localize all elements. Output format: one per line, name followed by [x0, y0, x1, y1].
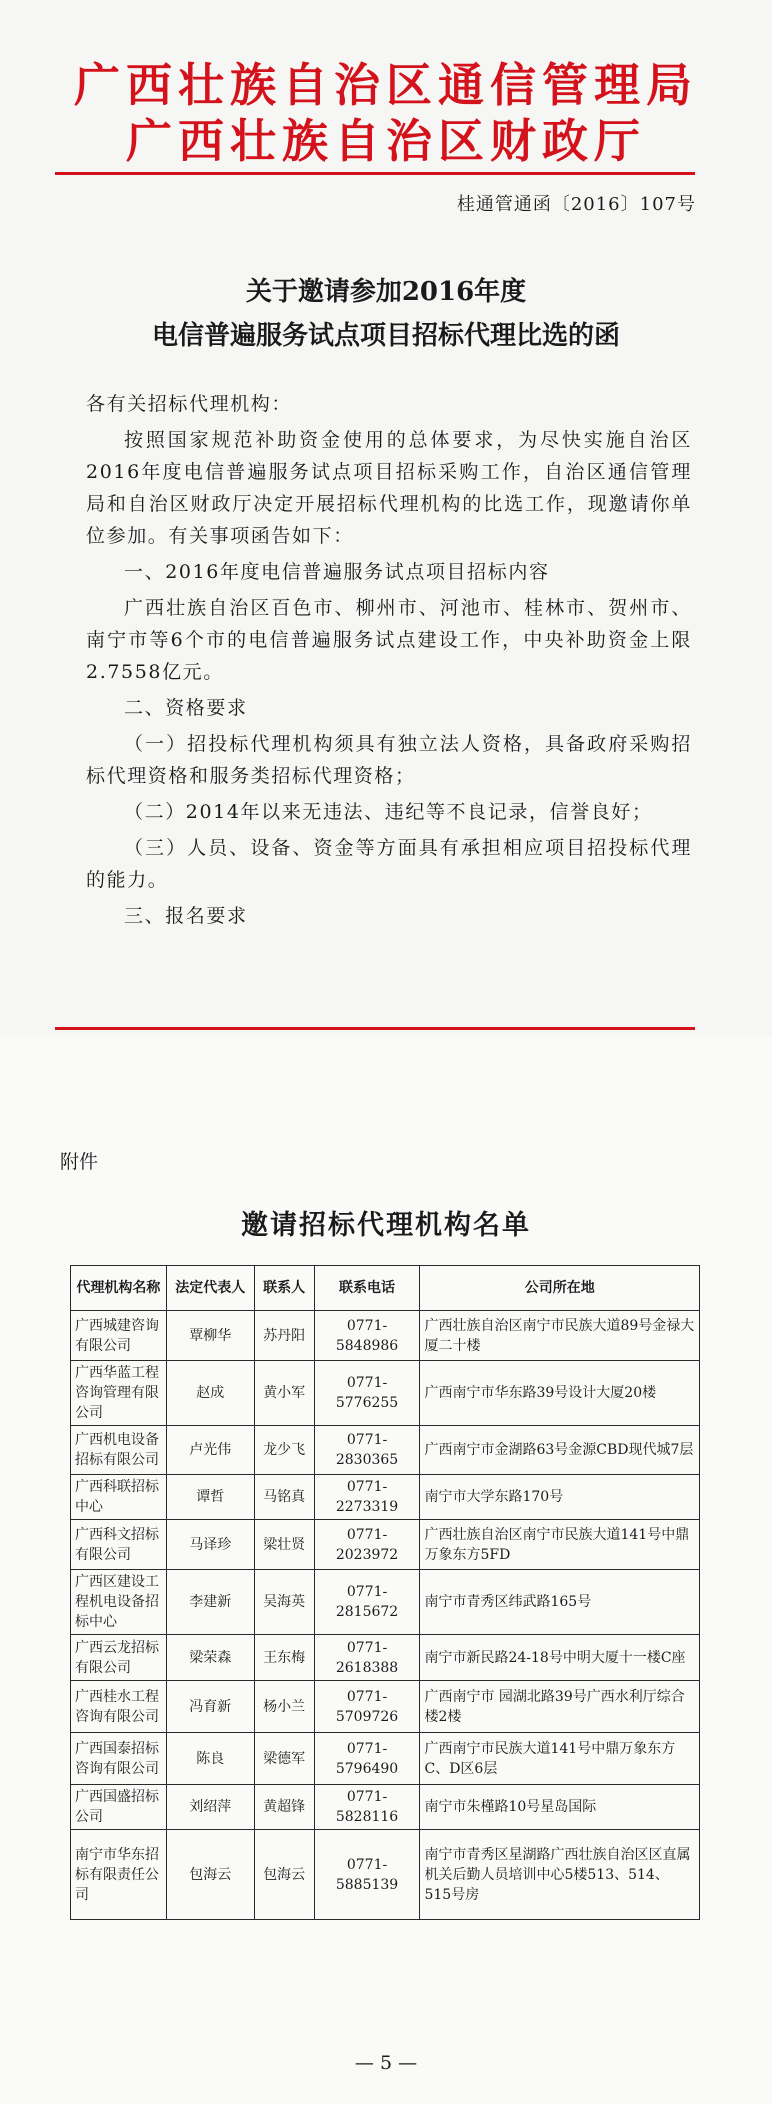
salutation: 各有关招标代理机构：: [86, 393, 293, 415]
cell-address: 广西南宁市民族大道141号中鼎万象东方C、D区6层: [420, 1733, 700, 1785]
cell-agency-name: 广西区建设工程机电设备招标中心: [71, 1570, 167, 1635]
cell-contact-person: 梁德军: [254, 1733, 314, 1785]
cell-phone: 0771-5848986: [314, 1311, 420, 1361]
cell-phone: 0771-5885139: [314, 1830, 420, 1920]
cell-address: 广西壮族自治区南宁市民族大道89号金禄大厦二十楼: [420, 1311, 700, 1361]
table-row: [71, 1570, 700, 1635]
table-row: [71, 1733, 700, 1785]
cell-legal-rep: 赵成: [166, 1361, 254, 1426]
cell-contact-person: 黄超锋: [254, 1785, 314, 1830]
table-row: [71, 1520, 700, 1570]
paragraph-intro: 按照国家规范补助资金使用的总体要求，为尽快实施自治区2016年度电信普遍服务试点项目招标采购工作，自治区通信管理局和自治区财政厅决定开展招标代理机构的比选工作，现邀请你单位参加。有关事项函告如下：: [86, 429, 692, 547]
table-row: [71, 1475, 700, 1520]
cell-address: 广西南宁市金湖路63号金源CBD现代城7层: [420, 1426, 700, 1475]
letterhead-org-1: 广西壮族自治区通信管理局: [74, 58, 698, 112]
letterhead-red-rule: [55, 172, 695, 175]
requirement-3: （三）人员、设备、资金等方面具有承担相应项目招投标代理的能力。: [86, 837, 692, 891]
cell-contact-person: 黄小军: [254, 1361, 314, 1426]
cell-legal-rep: 覃柳华: [166, 1311, 254, 1361]
cell-address: 南宁市大学东路170号: [420, 1475, 700, 1520]
cell-legal-rep: 包海云: [166, 1830, 254, 1920]
cell-contact-person: 杨小兰: [254, 1681, 314, 1733]
cell-contact-person: 梁壮贤: [254, 1520, 314, 1570]
header-address: 公司所在地: [420, 1266, 700, 1311]
cell-contact-person: 王东梅: [254, 1635, 314, 1681]
agency-table: [70, 1265, 700, 1920]
letter-title-line-1: 关于邀请参加2016年度: [245, 277, 527, 307]
cell-phone: 0771-5709726: [314, 1681, 420, 1733]
cell-phone: 0771-2830365: [314, 1426, 420, 1475]
letterhead-org-2: 广西壮族自治区财政厅: [126, 114, 646, 168]
document-number: 桂通管通函〔2016〕107号: [456, 194, 696, 215]
cell-phone: 0771-2273319: [314, 1475, 420, 1520]
cell-phone: 0771-5776255: [314, 1361, 420, 1426]
cell-phone: 0771-5796490: [314, 1733, 420, 1785]
header-phone: 联系电话: [314, 1266, 420, 1311]
cell-address: 广西壮族自治区南宁市民族大道141号中鼎万象东方5FD: [420, 1520, 700, 1570]
letter-title-line-2: 电信普遍服务试点项目招标代理比选的函: [151, 321, 620, 351]
cell-address: 南宁市青秀区星湖路广西壮族自治区区直属机关后勤人员培训中心5楼513、514、515号房: [420, 1830, 700, 1920]
requirement-1: （一）招投标代理机构须具有独立法人资格，具备政府采购招标代理资格和服务类招标代理资格；: [86, 733, 692, 787]
cell-agency-name: 广西桂水工程咨询有限公司: [71, 1681, 167, 1733]
section-heading-2: 二、资格要求: [124, 697, 248, 719]
cell-contact-person: 龙少飞: [254, 1426, 314, 1475]
cell-agency-name: 广西华蓝工程咨询管理有限公司: [71, 1361, 167, 1426]
table-row: [71, 1830, 700, 1920]
cell-agency-name: 广西科文招标有限公司: [71, 1520, 167, 1570]
table-row: [71, 1681, 700, 1733]
table-row: [71, 1426, 700, 1475]
cell-contact-person: 马铭真: [254, 1475, 314, 1520]
agency-table-body: [71, 1311, 700, 1920]
cell-phone: 0771-2023972: [314, 1520, 420, 1570]
cell-phone: 0771-2815672: [314, 1570, 420, 1635]
header-contact: 联系人: [254, 1266, 314, 1311]
table-row: [71, 1311, 700, 1361]
page-number: — 5 —: [354, 2052, 418, 2074]
cell-agency-name: 广西城建咨询有限公司: [71, 1311, 167, 1361]
cell-phone: 0771-2618388: [314, 1635, 420, 1681]
cell-legal-rep: 卢光伟: [166, 1426, 254, 1475]
cell-legal-rep: 陈良: [166, 1733, 254, 1785]
cell-legal-rep: 刘绍萍: [166, 1785, 254, 1830]
table-row: [71, 1785, 700, 1830]
cell-agency-name: 广西国泰招标咨询有限公司: [71, 1733, 167, 1785]
header-legal-rep: 法定代表人: [166, 1266, 254, 1311]
annex-title: 邀请招标代理机构名单: [241, 1210, 531, 1241]
cell-address: 南宁市青秀区纬武路165号: [420, 1570, 700, 1635]
cell-legal-rep: 梁荣森: [166, 1635, 254, 1681]
cell-address: 南宁市朱槿路10号星岛国际: [420, 1785, 700, 1830]
cell-agency-name: 南宁市华东招标有限责任公司: [71, 1830, 167, 1920]
table-row: [71, 1361, 700, 1426]
cell-agency-name: 广西机电设备招标有限公司: [71, 1426, 167, 1475]
paragraph-scope: 广西壮族自治区百色市、柳州市、河池市、桂林市、贺州市、南宁市等6个市的电信普遍服务试点建设工作，中央补助资金上限2.7558亿元。: [86, 597, 692, 683]
table-row: [71, 1635, 700, 1681]
annex-label: 附件: [60, 1151, 99, 1173]
cell-agency-name: 广西国盛招标公司: [71, 1785, 167, 1830]
requirement-2: （二）2014年以来无违法、违纪等不良记录，信誉良好；: [124, 801, 653, 823]
table-header-row: [71, 1266, 700, 1311]
cell-legal-rep: 谭哲: [166, 1475, 254, 1520]
cell-contact-person: 吴海英: [254, 1570, 314, 1635]
letter-body: [86, 388, 692, 936]
cell-agency-name: 广西云龙招标有限公司: [71, 1635, 167, 1681]
cell-address: 广西南宁市 园湖北路39号广西水利厅综合楼2楼: [420, 1681, 700, 1733]
cell-legal-rep: 马译珍: [166, 1520, 254, 1570]
cell-legal-rep: 冯育新: [166, 1681, 254, 1733]
cell-contact-person: 苏丹阳: [254, 1311, 314, 1361]
cell-address: 广西南宁市华东路39号设计大厦20楼: [420, 1361, 700, 1426]
cell-address: 南宁市新民路24-18号中明大厦十一楼C座: [420, 1635, 700, 1681]
section-heading-3: 三、报名要求: [124, 905, 248, 927]
page-bottom-red-rule: [55, 1027, 695, 1030]
header-agency-name: 代理机构名称: [71, 1266, 167, 1311]
cell-contact-person: 包海云: [254, 1830, 314, 1920]
cell-agency-name: 广西科联招标中心: [71, 1475, 167, 1520]
section-heading-1: 一、2016年度电信普遍服务试点项目招标内容: [124, 561, 550, 583]
cell-legal-rep: 李建新: [166, 1570, 254, 1635]
cell-phone: 0771-5828116: [314, 1785, 420, 1830]
